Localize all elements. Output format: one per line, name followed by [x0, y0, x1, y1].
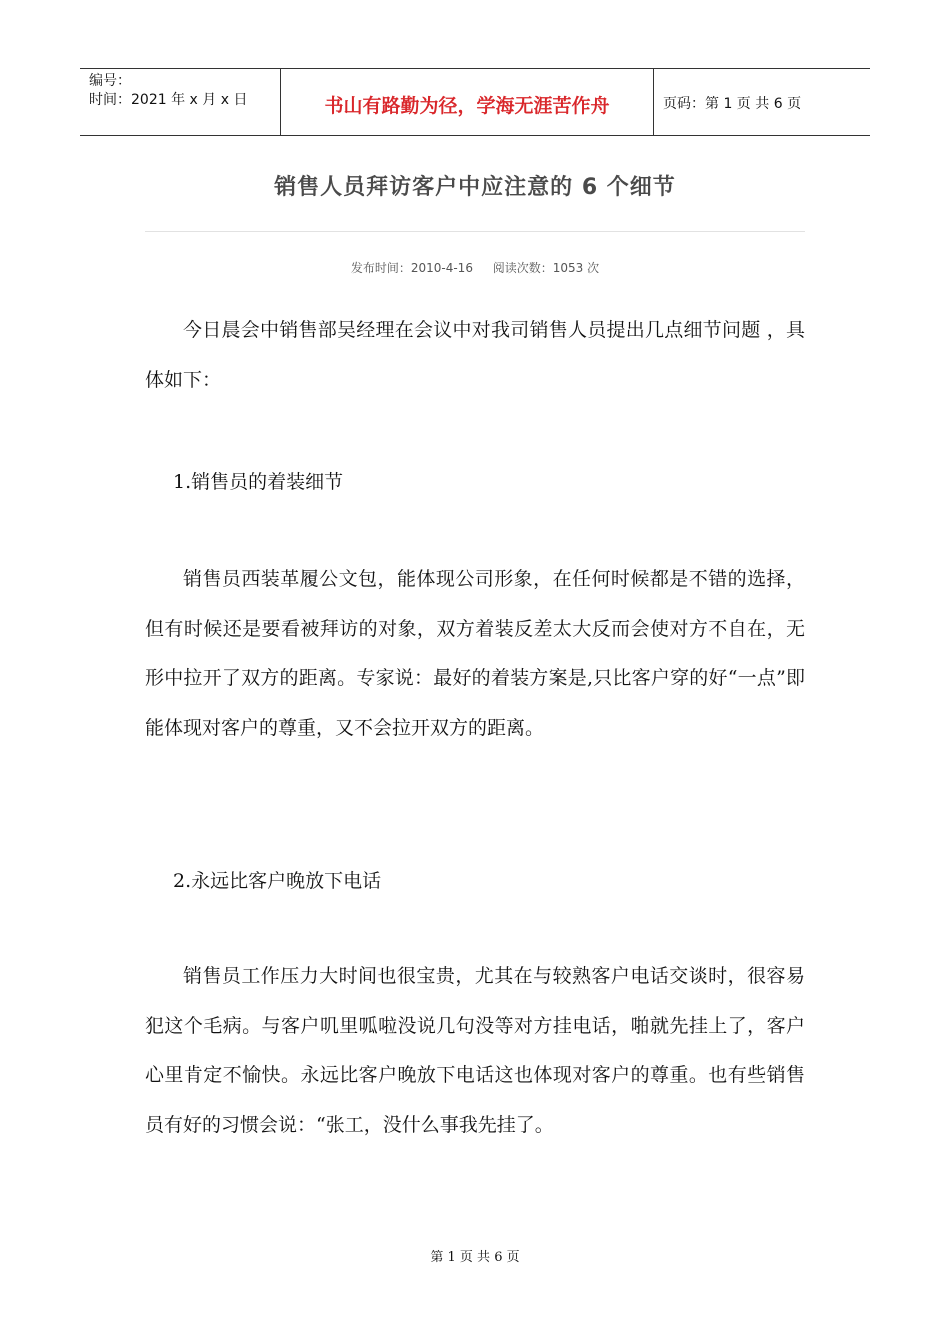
page-footer: 第 1 页 共 6 页	[430, 1250, 520, 1265]
title-divider	[145, 231, 805, 232]
header-motto: 书山有路勤为径，学海无涯苦作舟	[281, 69, 654, 135]
publish-time: 发布时间：2010-4-16	[350, 261, 473, 275]
intro-paragraph: 今日晨会中销售部吴经理在会议中对我司销售人员提出几点细节问题 ，具体如下：	[145, 319, 805, 391]
section-2-heading: 2.永远比客户晚放下电话	[173, 870, 382, 892]
section-1-heading: 1.销售员的着装细节	[173, 471, 344, 493]
header-time-label: 时间：2021 年 x 月 x 日	[89, 92, 248, 108]
article-meta	[0, 259, 950, 276]
section-1-paragraph: 销售员西装革履公文包，能体现公司形象，在任何时候都是不错的选择，但有时候还是要看被拜访的对象，双方着装反差太大反而会使对方不自在，无形中拉开了双方的距离。专家说：最好的着装方案是,只比客户穿的好“一点”即能体现对客户的尊重，又不会拉开双方的距离。	[145, 568, 805, 739]
read-count: 阅读次数：1053 次	[492, 261, 600, 275]
section-2-paragraph: 销售员工作压力大时间也很宝贵，尤其在与较熟客户电话交谈时，很容易犯这个毛病。与客户叽里呱啦没说几句没等对方挂电话，啪就先挂上了，客户心里肯定不愉快。永远比客户晚放下电话这也体现对客户的尊重。也有些销售员有好的习惯会说：“张工，没什么事我先挂了。	[145, 965, 805, 1136]
header-page-info: 页码：第 1 页 共 6 页	[663, 96, 802, 112]
header-number-label: 编号：	[89, 73, 131, 89]
document-title: 销售人员拜访客户中应注意的 6 个细节	[274, 175, 676, 200]
header-table	[80, 68, 870, 136]
header-left-cell	[80, 69, 281, 135]
